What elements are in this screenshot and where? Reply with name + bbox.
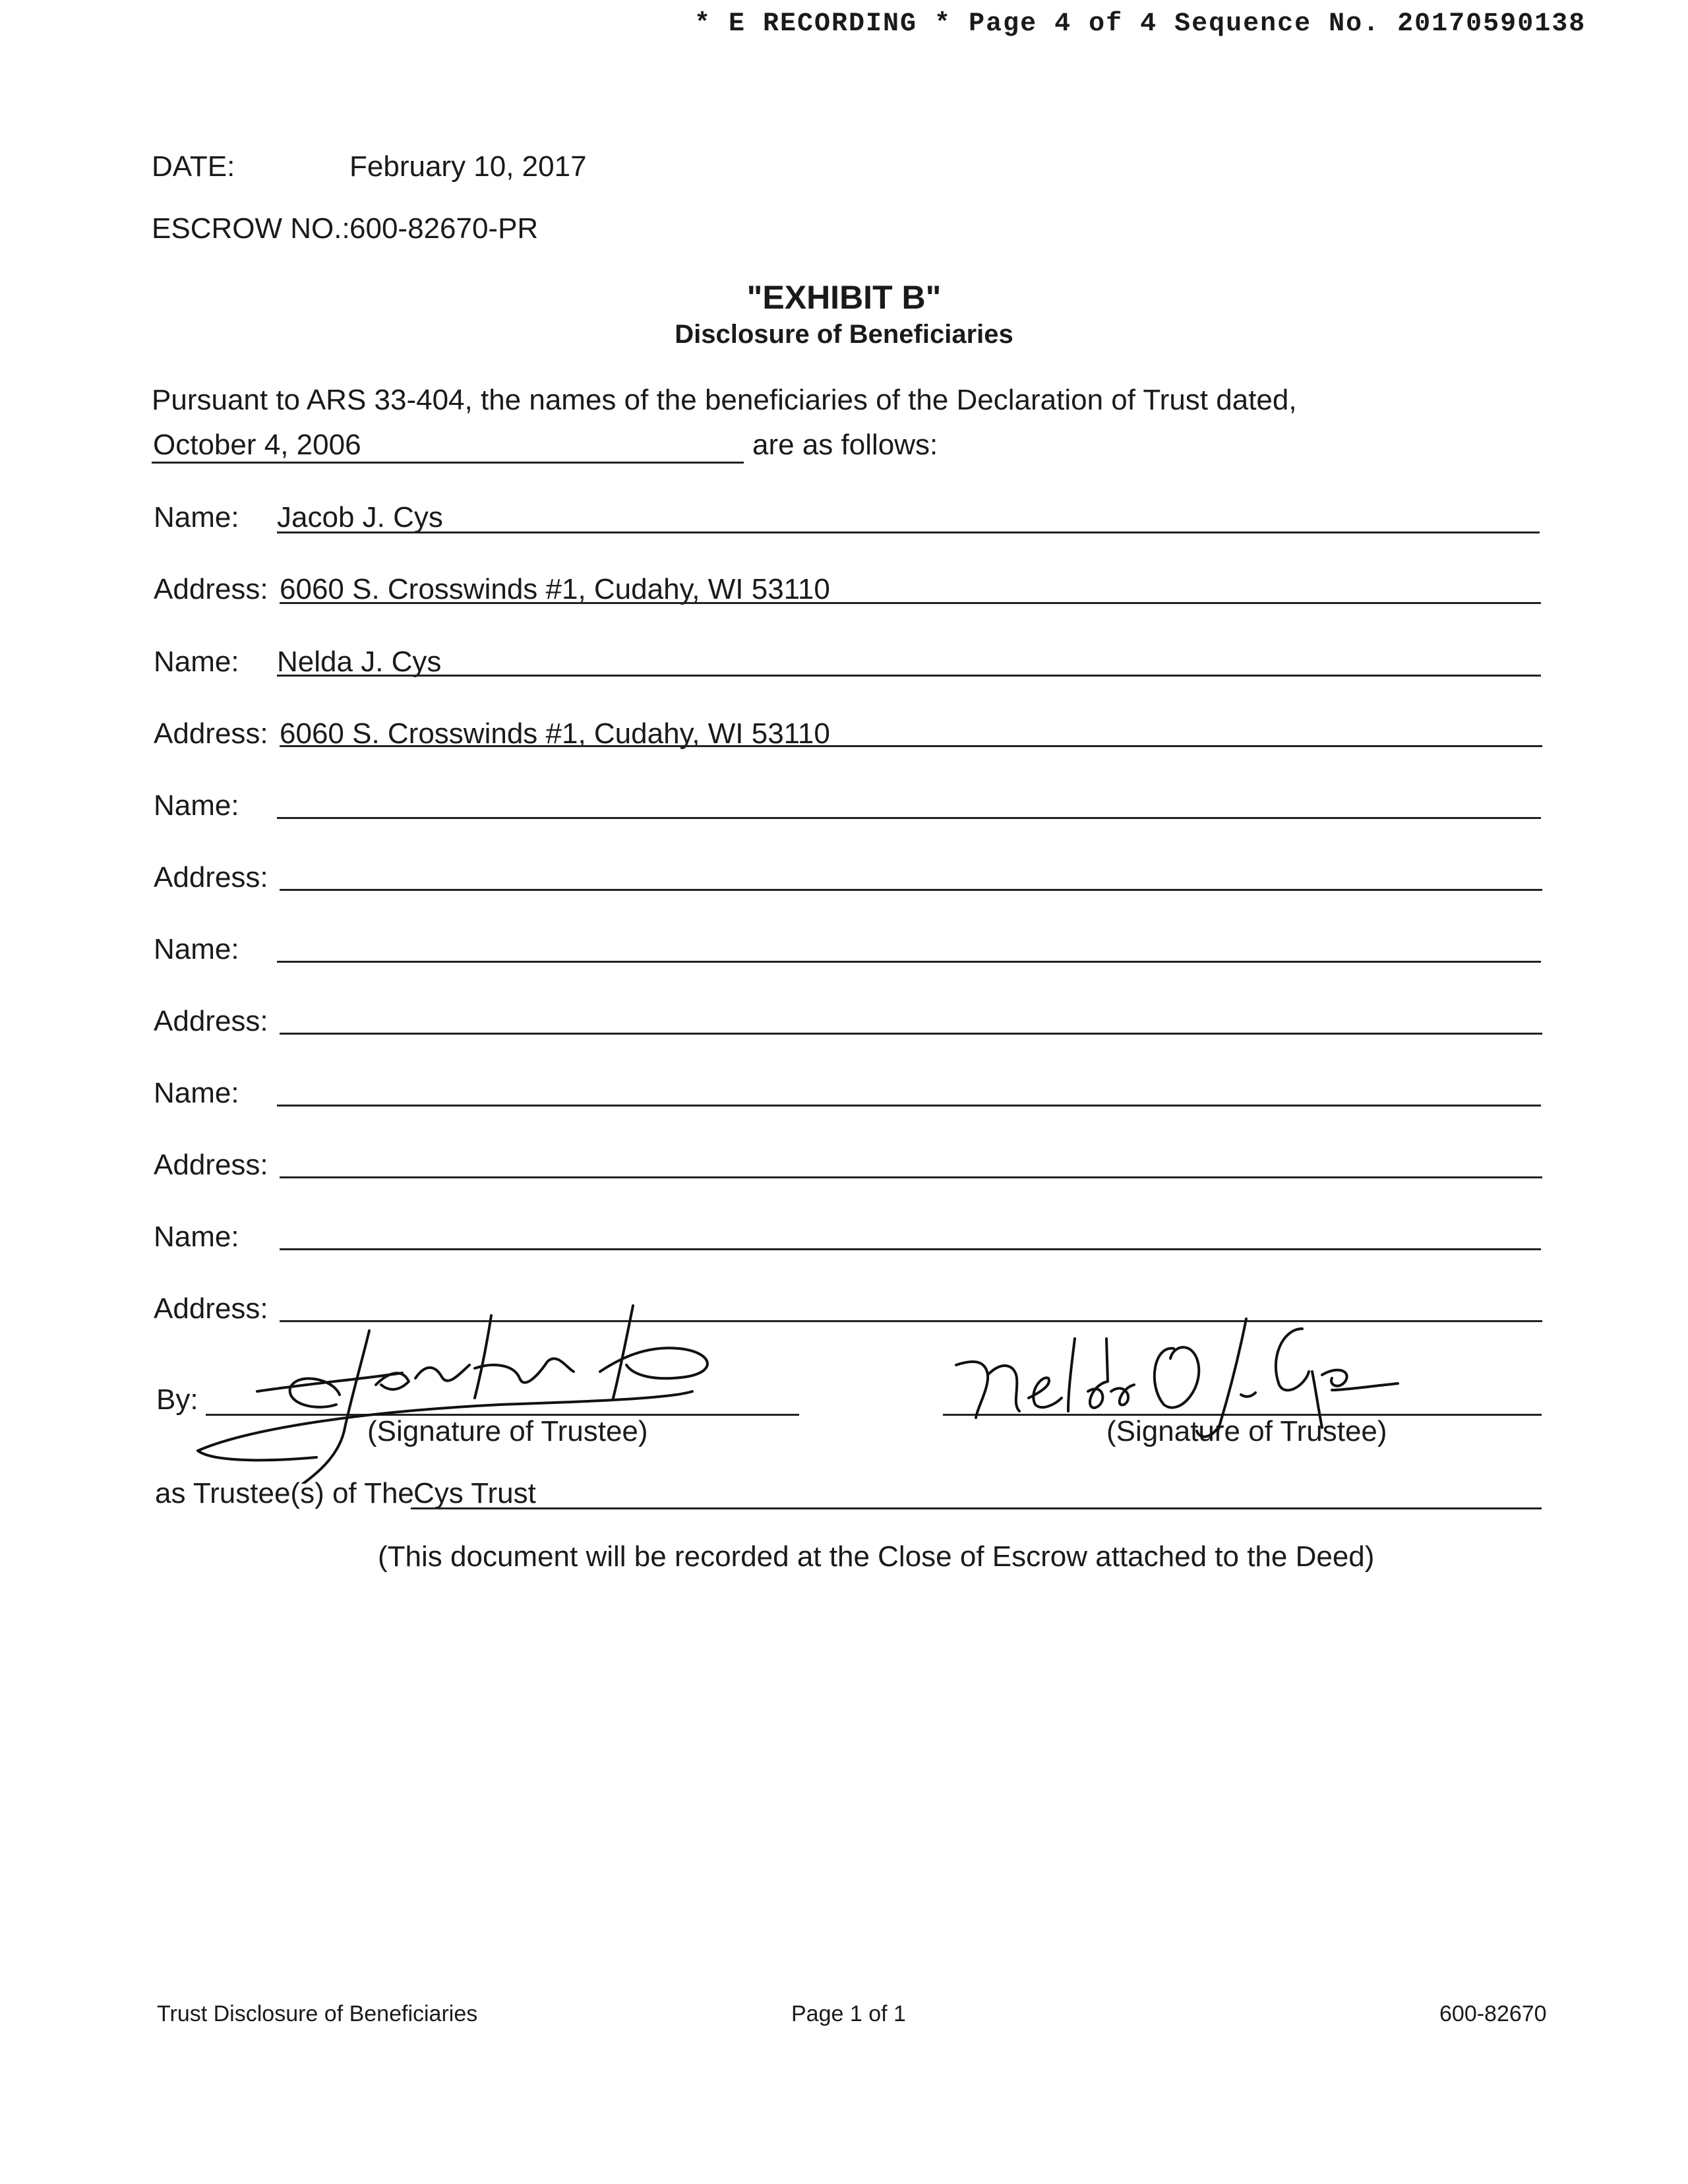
beneficiary-address: 6060 S. Crosswinds #1, Cudahy, WI 53110 <box>280 717 830 750</box>
trust-name-rule <box>411 1507 1542 1509</box>
escrow-label: ESCROW NO.: <box>152 212 350 245</box>
beneficiary-address: 6060 S. Crosswinds #1, Cudahy, WI 53110 <box>280 573 830 605</box>
name-label: Name: <box>154 789 239 822</box>
beneficiary-name: Nelda J. Cys <box>277 646 442 678</box>
by-label: By: <box>156 1383 198 1416</box>
address-rule <box>280 1176 1542 1178</box>
address-rule <box>280 602 1541 604</box>
name-label: Name: <box>154 1077 239 1109</box>
intro-suffix: are as follows: <box>752 429 938 461</box>
name-rule <box>280 1248 1541 1250</box>
footer-document-title: Trust Disclosure of Beneficiaries <box>157 2001 478 2026</box>
trustee-signature-left <box>171 1299 765 1484</box>
recording-note: (This document will be recorded at the Close of Escrow attached to the Deed) <box>378 1540 1375 1573</box>
name-label: Name: <box>154 501 239 533</box>
footer-escrow-number: 600-82670 <box>1439 2001 1547 2026</box>
name-rule <box>277 961 1541 963</box>
address-label: Address: <box>154 1005 268 1037</box>
trustee-prefix: as Trustee(s) of The <box>155 1477 414 1509</box>
address-rule <box>280 1033 1542 1035</box>
document-subtitle: Disclosure of Beneficiaries <box>675 320 1013 349</box>
name-rule <box>277 675 1541 677</box>
name-label: Name: <box>154 1221 239 1253</box>
trustee-signature-right <box>936 1312 1411 1444</box>
address-rule <box>280 889 1542 891</box>
recording-header: * E RECORDING * Page 4 of 4 Sequence No. 20170590138 <box>694 9 1586 39</box>
signature-caption-right: (Signature of Trustee) <box>1106 1415 1387 1447</box>
intro-text: Pursuant to ARS 33-404, the names of the beneficiaries of the Declaration of Trust dated, <box>152 384 1297 416</box>
address-label: Address: <box>154 861 268 894</box>
date-label: DATE: <box>152 150 235 183</box>
name-rule <box>277 531 1540 533</box>
signature-caption-left: (Signature of Trustee) <box>367 1415 648 1447</box>
trust-date-value: October 4, 2006 <box>153 429 361 461</box>
name-rule <box>277 1105 1541 1107</box>
address-label: Address: <box>154 717 268 750</box>
name-label: Name: <box>154 646 239 678</box>
address-label: Address: <box>154 1149 268 1181</box>
date-value: February 10, 2017 <box>349 150 587 183</box>
name-rule <box>277 817 1541 819</box>
trust-name: Cys Trust <box>413 1477 536 1509</box>
address-rule <box>280 745 1542 747</box>
address-label: Address: <box>154 1292 268 1325</box>
address-label: Address: <box>154 573 268 605</box>
trust-date-rule <box>152 462 744 464</box>
name-label: Name: <box>154 933 239 965</box>
escrow-number: 600-82670-PR <box>349 212 539 245</box>
exhibit-title: "EXHIBIT B" <box>746 279 942 316</box>
footer-page-number: Page 1 of 1 <box>791 2001 906 2026</box>
beneficiary-name: Jacob J. Cys <box>277 501 443 533</box>
